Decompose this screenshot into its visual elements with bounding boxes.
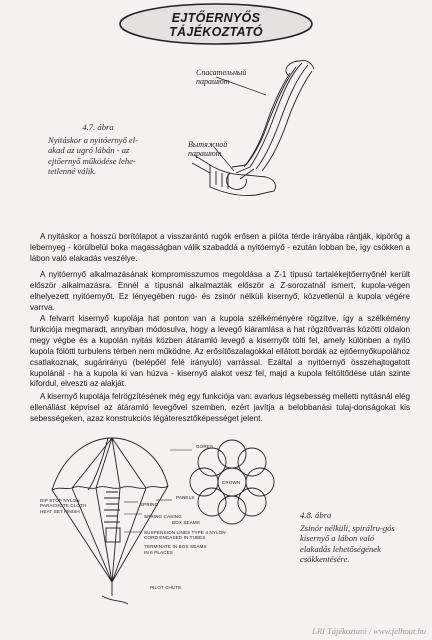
paragraph-2 bbox=[30, 270, 410, 314]
label-pilot-chute: PILOT CHUTE bbox=[150, 585, 182, 590]
figure-4-8-caption: Zsinór nélküli, spirálru-gós kisernyő a lábon való elakadás lehetőségének csökkentésére. bbox=[300, 522, 395, 565]
figure-4-7-label-pilot: Вытяжной парашют bbox=[188, 140, 228, 158]
paragraph-2-text: A nyitóernyő alkalmazásának kompromisszumos megoldása a Z-1 típusú tartalékejtőernyőnél került először alkalmazásra. Ennél a típusnál alkalmazták először a Z-sorozatnál ismert, kupola-végen elhelyezett nyitóernyőt. Ez lényegében rugó- és zsinór nélküli kisernyő, közvetlenül a kupola végére varrva. bbox=[30, 270, 410, 312]
label-gores: GORES bbox=[196, 444, 214, 449]
label-spring: SPRING bbox=[140, 502, 159, 507]
header-title-line1: EJTŐERNYŐS bbox=[171, 11, 261, 25]
header-title-line2: TÁJÉKOZTATÓ bbox=[169, 25, 263, 39]
paragraph-3 bbox=[30, 314, 410, 390]
paragraph-1 bbox=[30, 232, 410, 265]
label-dip-stop: DIP STOP NYLON PARACHUTE CLOTH HEAT SET FINISH bbox=[40, 498, 87, 514]
figure-4-7-caption: Nyitáskor a nyitóernyő el-akad az ugró lábán - az ejtőernyő működése lehe-tetlenné válik. bbox=[48, 134, 138, 177]
label-suspension-lines: SUSPENSION LINES TYPE 4 NYLON CORD ENCASED IN TUBES bbox=[144, 530, 226, 541]
label-places: IN 6 PLACES bbox=[144, 550, 173, 555]
figure-4-7-caption-block bbox=[48, 122, 148, 177]
page-header-banner bbox=[118, 2, 314, 46]
label-spring-casing: SPRING CASING bbox=[144, 514, 182, 519]
paragraph-1-text: A nyitáskor a hosszú borítólapot a visszarántó rugók erősen a pilóta térde irányába rántják, kipörög a lebernyeg - körülbelül boka magasságban válik szabaddá a nyitóernyő - ezután lobban be, így csökken a lábon való elakadás veszélye. bbox=[30, 232, 410, 263]
figure-4-8-number: 4.8. ábra bbox=[300, 510, 332, 520]
paragraph-4-text: A kisernyő kupolája felrögzítésének még egy funkciója van: avarkus légsebesség melletti nyitásnál elég ellenállást képvisel az átáramló levegővel szemben, ezért javítja a belobbanási tulaj-donságokat kis sebességeken, azaz konstrukciós légáteresztőképességet jelent. bbox=[30, 392, 410, 423]
label-terminate: TERMINATE IN BOX SEAMS bbox=[144, 544, 207, 549]
label-crown: CROWN bbox=[222, 480, 241, 485]
paragraph-3-text: A felvarrt kisernyő kupolája hat ponton van a kupola szélkéményére rögzítve, így a szélkémény funkciója megmaradt, annyiban módosulva, hogy a levegő kiáramlása a hat rögzítővarrás közötti oldalon megy végbe és a kupolán nyitás közben átáramló levegő a kisernyőt tölti fel, amely különben a nyiló kupola fölötti turbulens térben nem működne. Az erősítőszalagokkal ellátott bordák az ejtőernyőkupolához csatlakoznak, sugárirányú (belépőél felé irányuló) varrással. Ezáltal a nyitóernyő összehajtogatott kupolánál - ha a kupola ki van húzva - kisernyő alakot vesz fel, majd a kupola feltöltődése után szinte kifordul, elveszti az alakját. bbox=[30, 314, 410, 389]
label-box-seams: BOX SEAMS bbox=[172, 520, 200, 525]
figure-4-7-number: 4.7. ábra bbox=[82, 122, 114, 132]
page-footer: LRI Tájékoztató / www.felhout.hu bbox=[312, 626, 426, 636]
label-panels: PANELS bbox=[176, 495, 195, 500]
paragraph-4 bbox=[30, 392, 410, 425]
figure-4-7-label-reserve: Спасательный парашют bbox=[196, 68, 247, 86]
figure-4-8-caption-block bbox=[300, 510, 396, 565]
